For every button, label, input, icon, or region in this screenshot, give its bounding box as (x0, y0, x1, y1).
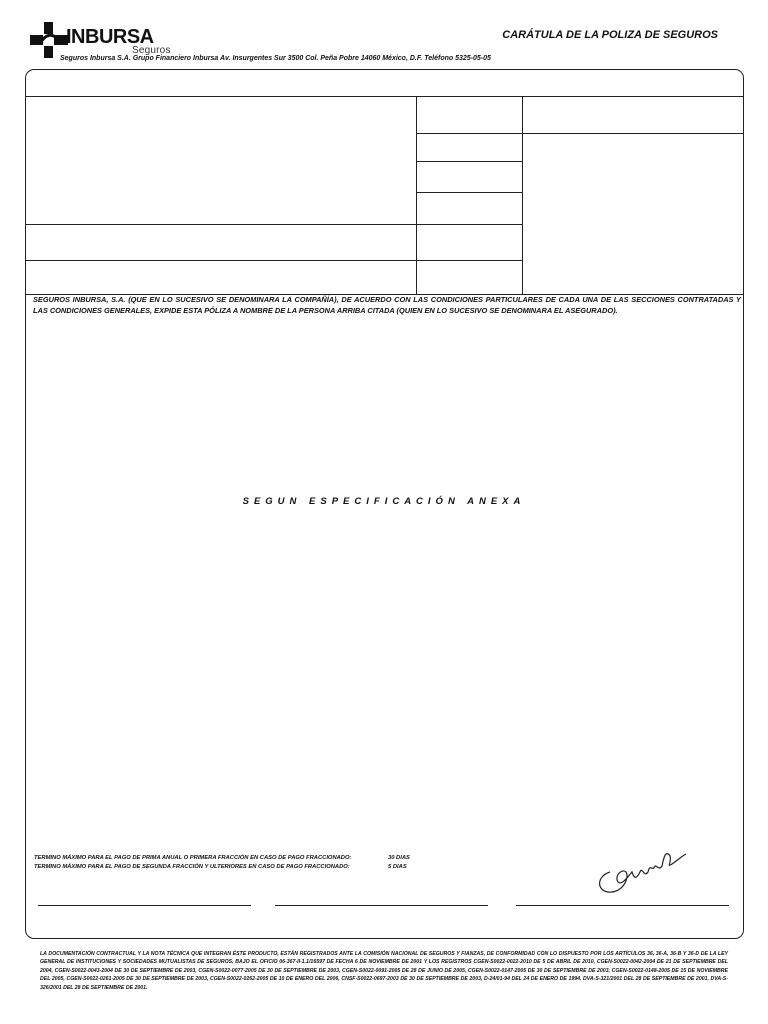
grid-line (416, 133, 743, 134)
logo-wordmark: INBURSA (66, 26, 154, 48)
document-title: CARÁTULA DE LA POLIZA DE SEGUROS (502, 29, 718, 41)
grid-line (26, 260, 522, 261)
term-row (34, 854, 410, 863)
signature-line (275, 905, 488, 906)
grid-line (26, 224, 522, 225)
term-label: TERMINO MÁXIMO PARA EL PAGO DE PRIMA ANUAL O PRIMERA FRACCIÓN EN CASO DE PAGO FRACCIONADO: (34, 855, 352, 861)
grid-line (416, 192, 522, 193)
term-value: 30 DIAS (388, 855, 410, 861)
legal-statement: SEGUROS INBURSA, S.A. (QUE EN LO SUCESIVO SE DENOMINARA LA COMPAÑÍA), DE ACUERDO CON LAS CONDICIONES PARTICULARES DE CADA UNA DE LAS SECCIONES CONTRATADAS Y LAS CONDICIONES GENERALES, EXPIDE ESTA PÓLIZA A NOMBRE DE LA PERSONA ARRIBA CITADA (QUIEN EN LO SUCESIVO SE DENOMINARA EL ASEGURADO). (33, 295, 741, 315)
signature-line (38, 905, 251, 906)
term-label: TERMINO MÁXIMO PARA EL PAGO DE SEGUNDA FRACCIÓN Y ULTERIORES EN CASO DE PAGO FRACCIONADO: (34, 864, 350, 870)
signature-image (592, 842, 692, 898)
logo-subtitle: Seguros (132, 45, 171, 56)
payment-terms (34, 854, 410, 872)
grid-line (522, 96, 523, 295)
signature-line (516, 905, 729, 906)
term-row (34, 863, 410, 872)
grid-line (416, 96, 417, 295)
inbursa-logo (30, 20, 180, 60)
term-value: 5 DIAS (388, 864, 407, 870)
registration-footer: LA DOCUMENTACIÓN CONTRACTUAL Y LA NOTA TÉCNICA QUE INTEGRAN ÉSTE PRODUCTO, ESTÁN REGISTRADOS ANTE LA COMISIÓN NACIONAL DE SEGUROS Y FIANZAS, DE CONFORMIDAD CON LO DISPUESTO POR LOS ARTÍCULOS 36, 36-A, 36-B Y 36-D DE LA LEY GENERAL DE INSTITUCIONES Y SOCIEDADES MUTUALISTAS DE SEGUROS, BAJO EL OFICIO 06-367-II-1.1/16597 DE FECHA 6 DE NOVIEMBRE DE 2001 Y LOS REGISTROS CGEN-S0022-0022-2010 DE 5 DE ABRIL DE 2010, CGEN-S0022-0042-2004 DE 21 DE SEPTIEMBRE DEL 2004, CGEN-S0022-0043-2004 DE 30 DE SEPTIEMBRE DE 2003, CGEN-S0022-0077-2005 DE 30 DE SEPTIEMBRE DE 2003, CGEN-S0022-0091-2005 DE 28 DE JUNIO DE 2005, CGEN-S0022-0147-2005 DE 30 DE SEPTIEMBRE DE 2003, CGEN-S0022-0148-2005 DE 15 DE NOVIEMBRE DEL 2005, CGEN-S0022-0261-2005 DE 30 DE SEPTIEMBRE DE 2003, CGEN-S0022-0262-2005 DE 10 DE ENERO DEL 2006, CNSF-S0022-0697-2003 DE 30 DE SEPTIEMBRE DE 2003, D-24/01-94 DEL 24 DE ENERO DE 1994, DVA-S-321/2001 DEL 28 DE SEPTIEMBRE DE 2001, DVA-S-326/2001 DEL 28 DE SEPTIEMBRE DE 2001. (40, 951, 728, 991)
grid-line (26, 96, 743, 97)
company-address: Seguros Inbursa S.A. Grupo Financiero Inbursa Av. Insurgentes Sur 3500 Col. Peña Pobre 14060 México, D.F. Teléfono 5325-05-05 (60, 55, 491, 62)
specification-text: SEGUN ESPECIFICACIÓN ANEXA (242, 496, 526, 507)
inbursa-cross-icon (30, 22, 68, 58)
grid-line (416, 161, 522, 162)
